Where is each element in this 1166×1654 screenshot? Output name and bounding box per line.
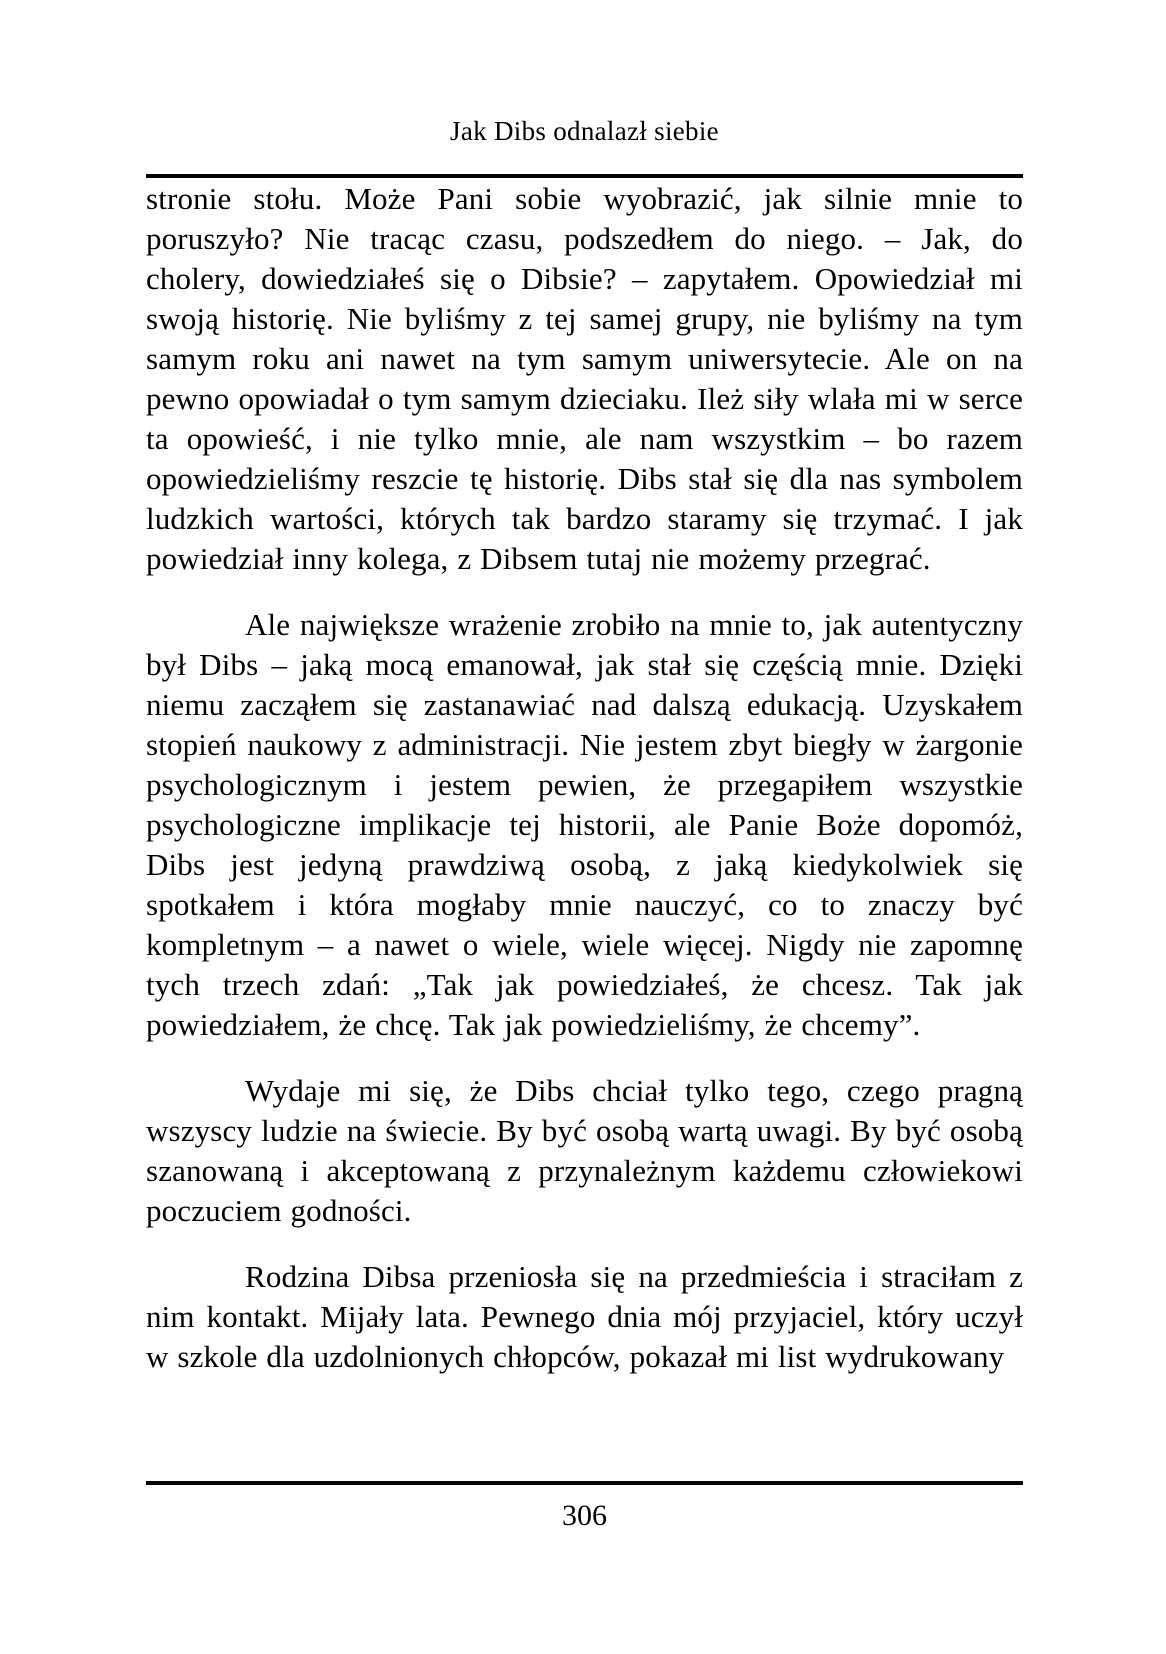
body-paragraph-4: Rodzina Dibsa przeniosła się na przedmieścia i straciłam z nim kontakt. Mijały lata. Pewnego dnia mój przyjaciel, który uczył w szkole dla uzdolnionych chłopców, pokazał mi list wydrukowany [146,1259,1023,1374]
page-number: 306 [562,1499,607,1532]
footer-rule [146,1481,1023,1485]
body-paragraph-2: Ale największe wrażenie zrobiło na mnie to, jak autentyczny był Dibs – jaką mocą emanował, jak stał się częścią mnie. Dzięki niemu zacząłem się zastanawiać nad dalszą edukacją. Uzyskałem stopień naukowy z administracji. Nie jestem zbyt biegły w żargonie psychologicznym i jestem pewien, że przegapiłem wszystkie psychologiczne implikacje tej historii, ale Panie Boże dopomóż, Dibs jest jedyną prawdziwą osobą, z jaką kiedykolwiek się spotkałem i która mogłaby mnie nauczyć, co to znaczy być kompletnym – a nawet o wiele, wiele więcej. Nigdy nie zapomnę tych trzech zdań: „Tak jak powiedziałeś, że chcesz. Tak jak powiedziałem, że chcę. Tak jak powiedzieliśmy, że chcemy”. [146,607,1023,1042]
header-rule [146,174,1023,178]
body-paragraph-1: stronie stołu. Może Pani sobie wyobrazić, jak silnie mnie to poruszyło? Nie tracąc czasu, podszedłem do niego. – Jak, do cholery, dowiedziałeś się o Dibsie? – zapytałem. Opowiedział mi swoją historię. Nie byliśmy z tej samej grupy, nie byliśmy na tym samym roku ani nawet na tym samym uniwersytecie. Ale on na pewno opowiadał o tym samym dzieciaku. Ileż siły wlała mi w serce ta opowieść, i nie tylko mnie, ale nam wszystkim – bo razem opowiedzieliśmy reszcie tę historię. Dibs stał się dla nas symbolem ludzkich wartości, których tak bardzo staramy się trzymać. I jak powiedział inny kolega, z Dibsem tutaj nie możemy przegrać. [146,181,1023,576]
body-paragraph-3: Wydaje mi się, że Dibs chciał tylko tego, czego pragną wszyscy ludzie na świecie. By być osobą wartą uwagi. By być osobą szanowaną i akceptowaną z przynależnym każdemu człowiekowi poczuciem godności. [146,1073,1023,1228]
running-header-title: Jak Dibs odnalazł siebie [450,116,719,146]
page-body [146,179,1023,1377]
